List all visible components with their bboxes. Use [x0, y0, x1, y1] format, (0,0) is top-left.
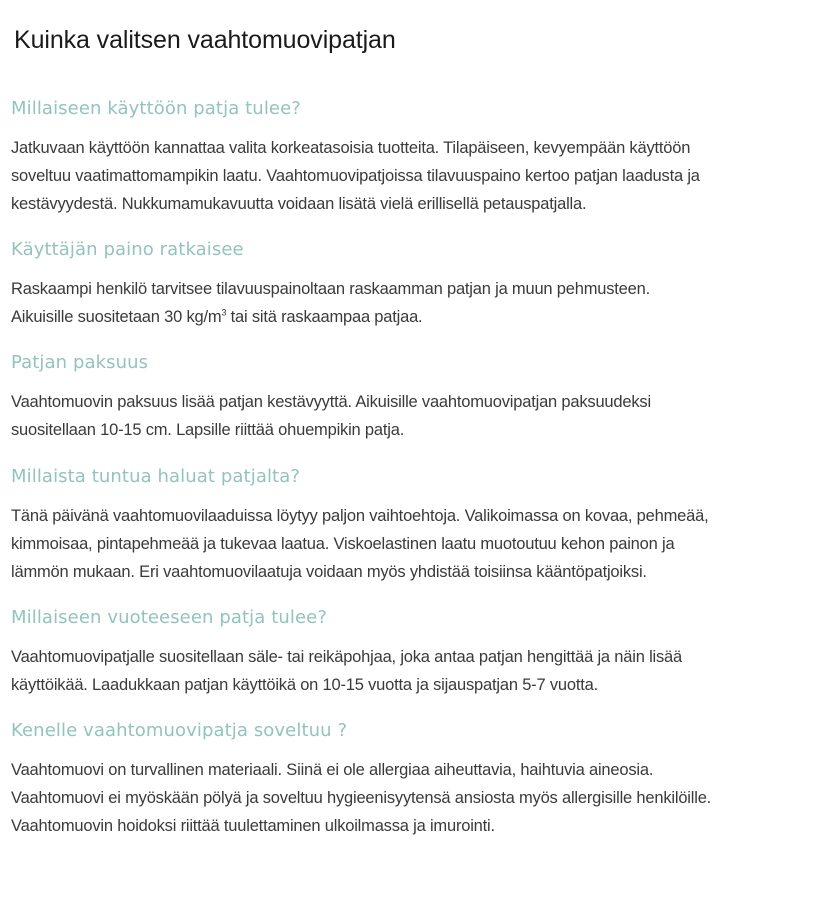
section-heading: Millaista tuntua haluat patjalta?: [11, 466, 300, 487]
body-line: kimmoisaa, pintapehmeää ja tukevaa laatua. Viskoelastinen laatu muotoutuu kehon painon ja: [11, 535, 675, 553]
section-body: [11, 275, 811, 331]
section-heading: Millaiseen vuoteeseen patja tulee?: [11, 607, 327, 628]
body-line: lämmön mukaan. Eri vaahtomuovilaatuja voidaan myös yhdistää toisiinsa kääntöpatjoiksi.: [11, 563, 647, 581]
body-line: Vaahtomuovin hoidoksi riittää tuulettaminen ulkoilmassa ja imurointi.: [11, 817, 495, 835]
section-suitability: [11, 719, 811, 840]
section-body: [11, 643, 811, 699]
body-line: Tänä päivänä vaahtomuovilaaduissa löytyy paljon vaihtoehtoja. Valikoimassa on kovaa, pehmeää,: [11, 507, 709, 525]
body-line: käyttöikää. Laadukkaan patjan käyttöikä on 10-15 vuotta ja sijauspatjan 5-7 vuotta.: [11, 676, 598, 694]
section-heading: Käyttäjän paino ratkaisee: [11, 239, 244, 260]
body-line: Vaahtomuovipatjalle suositellaan säle- tai reikäpohjaa, joka antaa patjan hengittää ja näin lisää: [11, 648, 683, 666]
body-line: Vaahtomuovi ei myöskään pölyä ja soveltuu hygieenisyytensä ansiosta myös allergisille henkilöille.: [11, 789, 712, 807]
superscript: 3: [221, 307, 227, 318]
body-line: Vaahtomuovi on turvallinen materiaali. Siinä ei ole allergiaa aiheuttavia, haihtuvia aineosia.: [11, 761, 654, 779]
section-bed: [11, 606, 811, 699]
body-line: tai sitä raskaampaa patjaa.: [226, 308, 423, 326]
body-line: Aikuisille suositetaan 30 kg/m: [11, 308, 222, 326]
body-line: soveltuu vaatimattomampikin laatu. Vaahtomuovipatjoissa tilavuuspaino kertoo patjan laadusta ja: [11, 167, 700, 185]
page-title: Kuinka valitsen vaahtomuovipatjan: [14, 26, 396, 54]
section-weight: [11, 238, 811, 331]
section-heading: Millaiseen käyttöön patja tulee?: [11, 98, 301, 119]
body-line: Vaahtomuovin paksuus lisää patjan kestävyyttä. Aikuisille vaahtomuovipatjan paksuudeksi: [11, 393, 651, 411]
body-line: Jatkuvaan käyttöön kannattaa valita korkeatasoisia tuotteita. Tilapäiseen, kevyempään käyttöön: [11, 139, 691, 157]
section-body: [11, 134, 811, 218]
body-line: Raskaampi henkilö tarvitsee tilavuuspainoltaan raskaamman patjan ja muun pehmusteen.: [11, 280, 650, 298]
section-body: [11, 502, 811, 586]
body-line: kestävyydestä. Nukkumamukavuutta voidaan lisätä vielä erillisellä petauspatjalla.: [11, 195, 587, 213]
section-heading: Patjan paksuus: [11, 352, 149, 373]
section-body: [11, 388, 811, 444]
section-body: [11, 756, 811, 840]
section-feel: [11, 465, 811, 586]
body-line: suositellaan 10-15 cm. Lapsille riittää ohuempikin patja.: [11, 421, 405, 439]
section-heading: Kenelle vaahtomuovipatja soveltuu ?: [11, 720, 348, 741]
section-usage: [11, 97, 811, 218]
section-thickness: [11, 351, 811, 444]
